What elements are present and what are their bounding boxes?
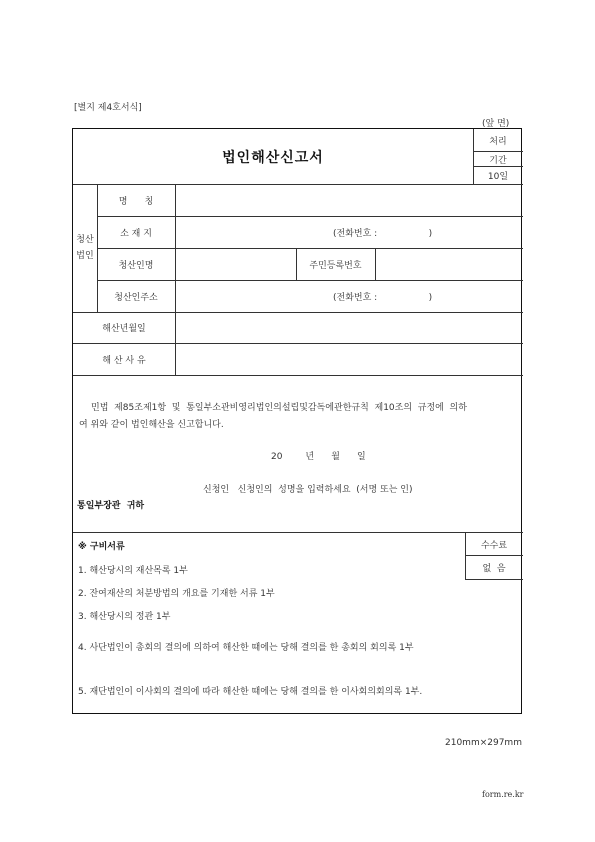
name-field[interactable] <box>176 185 522 215</box>
page-side-label: (앞 면) <box>482 119 510 129</box>
group-label-1: 청산 <box>76 235 94 245</box>
applicant-signature[interactable]: 신청인 신청인의 성명을 입력하세요 (서명 또는 인) <box>203 485 413 495</box>
dissolution-reason-field[interactable] <box>176 344 522 374</box>
addressee: 통일부장관 귀하 <box>77 501 145 511</box>
dissolution-date-label: 해산년월일 <box>102 324 146 334</box>
paper-size: 210mm×297mm <box>445 738 522 748</box>
documents-heading: ※ 구비서류 <box>78 542 125 552</box>
location-field[interactable] <box>176 217 522 247</box>
liquidator-name-label: 청산인명 <box>118 260 154 271</box>
resident-no-field[interactable] <box>376 249 522 279</box>
form-code: [별지 제4호서식] <box>74 103 142 113</box>
group-label-2: 법인 <box>76 251 94 261</box>
form-title: 법인해산신고서 <box>222 149 324 166</box>
resident-no-label: 주민등록번호 <box>309 260 362 271</box>
processing-label-1: 처리 <box>489 136 507 147</box>
row-divider-declaration <box>73 532 523 533</box>
document-item-2: 2. 잔여재산의 처분방법의 개요를 기재한 서류 1부 <box>78 589 275 599</box>
processing-label-2: 기간 <box>489 155 507 166</box>
phone-label-1: (전화번호 : ) <box>333 228 433 239</box>
document-item-1: 1. 해산당시의 재산목록 1부 <box>78 566 188 576</box>
phone-label-2: (전화번호 : ) <box>333 292 433 303</box>
processing-value: 10일 <box>487 172 509 182</box>
liquidator-addr-label: 청산인주소 <box>114 292 158 303</box>
declaration-date[interactable]: 20 년 월 일 <box>271 452 366 462</box>
document-item-5: 5. 재단법인이 이사회의 결의에 따라 해산한 때에는 당해 결의를 한 이사회의회의록 1부. <box>78 687 423 697</box>
document-item-4: 4. 사단법인이 총회의 결의에 의하여 해산한 때에는 당해 결의를 한 총회의 회의록 1부 <box>78 643 414 653</box>
declaration-line-1: 민법 제85조제1항 및 통일부소관비영리법인의설립및감독에관한규칙 제10조의 규정에 의하 <box>91 403 467 413</box>
liquidator-name-field[interactable] <box>176 249 295 279</box>
site-watermark: form.re.kr <box>482 790 524 799</box>
dissolution-date-field[interactable] <box>176 313 522 342</box>
row-divider-reason <box>73 375 523 376</box>
form-frame <box>72 128 522 714</box>
fee-bottom <box>465 579 523 580</box>
declaration-line-2: 여 위와 같이 법인해산을 신고합니다. <box>79 420 224 430</box>
name-label: 명 칭 <box>118 196 154 207</box>
fee-label: 수수료 <box>480 540 508 551</box>
document-item-3: 3. 해산당시의 정관 1부 <box>78 612 171 622</box>
liquidator-addr-field[interactable] <box>176 281 522 311</box>
fee-value: 없 음 <box>482 564 506 574</box>
dissolution-reason-label: 해 산 사 유 <box>102 355 146 366</box>
location-label: 소 재 지 <box>120 228 152 239</box>
